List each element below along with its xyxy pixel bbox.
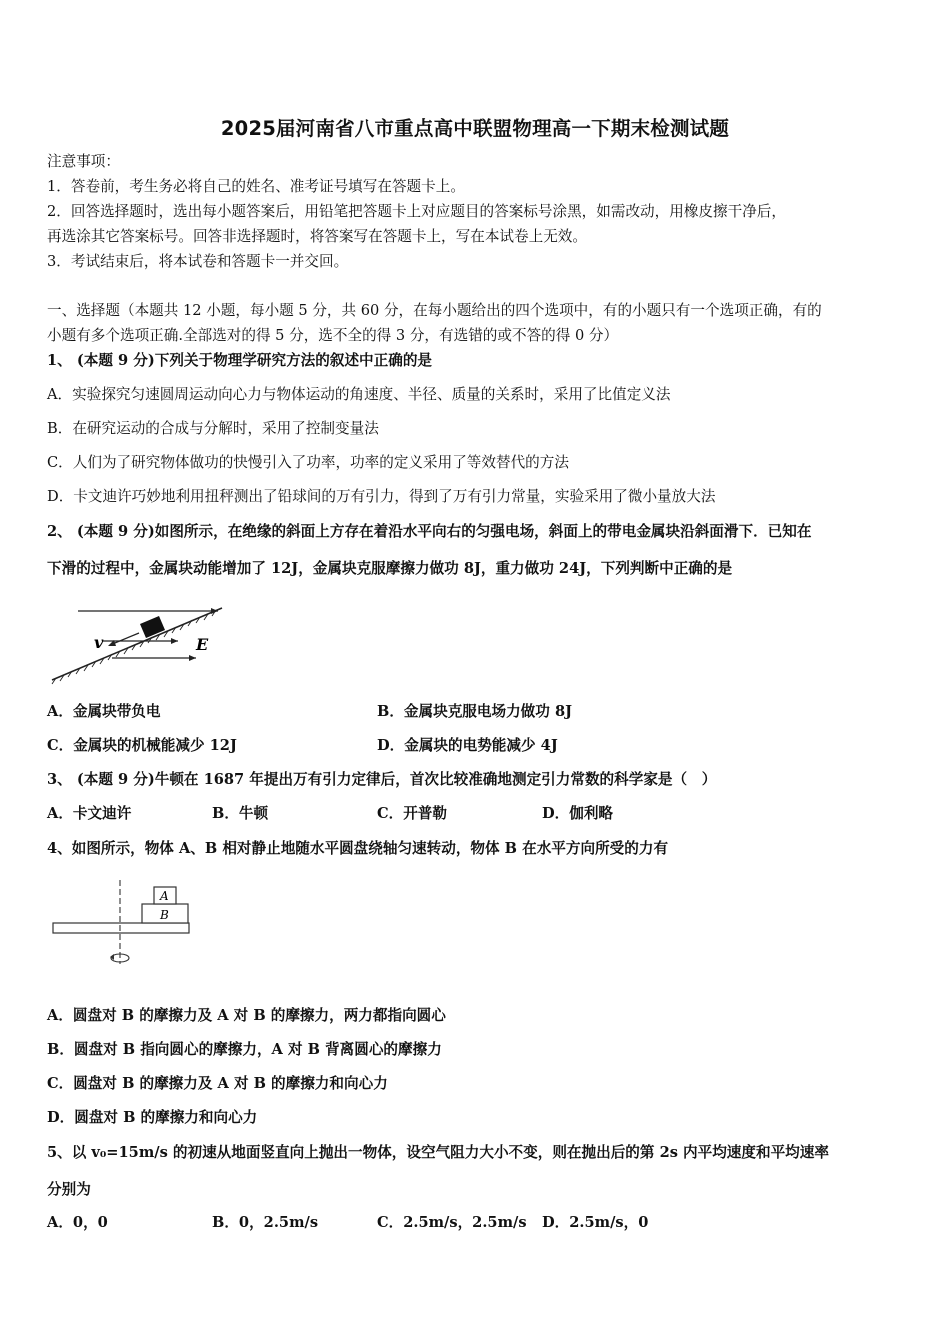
q2-stem-2: 下滑的过程中，金属块动能增加了 12J，金属块克服摩擦力做功 8J，重力做功 24J，下列判断中正确的是 [47,560,733,577]
q3-option-d: D．伽利略 [542,805,614,822]
q1-option-a: A．实验探究匀速圆周运动向心力与物体运动的角速度、半径、质量的关系时，采用了比值定义法 [47,386,671,403]
field-arrow-mid [171,638,178,644]
q1-stem: 1、 (本题 9 分)下列关于物理学研究方法的叙述中正确的是 [47,352,433,369]
q4-disk-figure [50,876,195,971]
q2-option-c: C．金属块的机械能减少 12J [47,737,237,754]
block-b-label: B [160,908,169,922]
notice-item-2: 2．回答选择题时，选出每小题答案后，用铅笔把答题卡上对应题目的答案标号涂黑，如需改动，用橡皮擦干净后， [47,203,786,220]
q4-stem: 4、如图所示，物体 A、B 相对静止地随水平圆盘绕轴匀速转动，物体 B 在水平方向所受的力有 [47,840,669,857]
q2-stem-1: 2、 (本题 9 分)如图所示，在绝缘的斜面上方存在着沿水平向右的匀强电场，斜面上的带电金属块沿斜面滑下．已知在 [47,523,812,540]
rotating-disk [53,923,189,933]
field-arrow-bottom [189,655,196,661]
metal-block [140,616,165,638]
q4-option-a: A．圆盘对 B 的摩擦力及 A 对 B 的摩擦力，两力都指向圆心 [47,1007,446,1024]
q5-option-d: D．2.5m/s，0 [542,1214,649,1231]
q3-option-b: B．牛顿 [212,805,269,822]
q4-option-d: D．圆盘对 B 的摩擦力和向心力 [47,1109,258,1126]
section-heading-1: 一、选择题（本题共 12 小题，每小题 5 分，共 60 分，在每小题给出的四个选项中，有的小题只有一个选项正确，有的 [47,302,822,319]
q5-option-b: B．0，2.5m/s [212,1214,319,1231]
notice-item-1: 1．答卷前，考生务必将自己的姓名、准考证号填写在答题卡上。 [47,178,465,195]
notice-item-2-cont: 再选涂其它答案标号。回答非选择题时，将答案写在答题卡上，写在本试卷上无效。 [47,228,587,245]
velocity-label: v [94,633,104,652]
q1-option-d: D．卡文迪许巧妙地利用扭秤测出了铅球间的万有引力，得到了万有引力常量，实验采用了微小量放大法 [47,488,716,505]
q2-incline-figure [46,600,226,690]
block-a-label: A [160,889,169,903]
notice-heading: 注意事项： [47,153,120,170]
q3-stem: 3、 (本题 9 分)牛顿在 1687 年提出万有引力定律后，首次比较准确地测定引力常数的科学家是（ ） [47,771,717,788]
q2-option-b: B．金属块克服电场力做功 8J [377,703,573,720]
q3-option-c: C．开普勒 [377,805,447,822]
q3-option-a: A．卡文迪许 [47,805,132,822]
q5-option-c: C．2.5m/s，2.5m/s [377,1214,527,1231]
q1-option-c: C．人们为了研究物体做功的快慢引入了功率，功率的定义采用了等效替代的方法 [47,454,569,471]
field-label: E [196,635,209,654]
section-heading-2: 小题有多个选项正确.全部选对的得 5 分，选不全的得 3 分，有选错的或不答的得 0 分） [47,327,619,344]
notice-item-3: 3．考试结束后，将本试卷和答题卡一并交回。 [47,253,349,270]
page-title: 2025届河南省八市重点高中联盟物理高一下期末检测试题 [220,117,730,140]
q4-option-b: B．圆盘对 B 指向圆心的摩擦力，A 对 B 背离圆心的摩擦力 [47,1041,442,1058]
q5-stem-1: 5、以 v₀=15m/s 的初速从地面竖直向上抛出一物体，设空气阻力大小不变，则在抛出后的第 2s 内平均速度和平均速率 [47,1144,829,1161]
q4-option-c: C．圆盘对 B 的摩擦力及 A 对 B 的摩擦力和向心力 [47,1075,388,1092]
q2-option-a: A．金属块带负电 [47,703,161,720]
q2-option-d: D．金属块的电势能减少 4J [377,737,558,754]
q5-stem-2: 分别为 [47,1181,91,1198]
q1-option-b: B．在研究运动的合成与分解时，采用了控制变量法 [47,420,379,437]
q5-option-a: A．0，0 [47,1214,108,1231]
incline-hatching [52,610,216,684]
